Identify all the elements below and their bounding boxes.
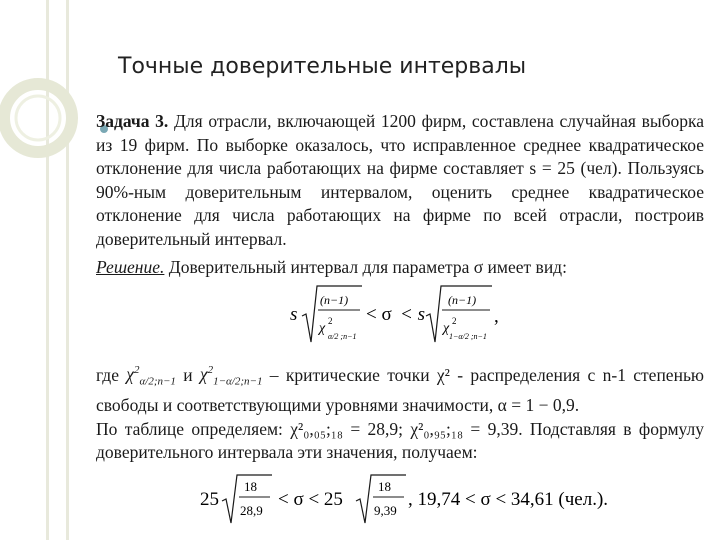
chi-left-inline: $\chi^2_{\alpha/2;n-1}$ bbox=[126, 364, 176, 388]
formula-lt2: < s bbox=[400, 303, 425, 325]
crit-prefix: где bbox=[96, 364, 119, 385]
solution-intro-text: Доверительный интервал для параметра σ имеет вид: bbox=[164, 257, 567, 277]
chi-right-inline: $\chi^2_{1-\alpha/2;n-1}$ bbox=[199, 364, 263, 388]
formula-numerator-left: (n−1) bbox=[320, 292, 349, 307]
solution-label: Решение. bbox=[96, 257, 165, 277]
solution-intro bbox=[96, 256, 704, 280]
critical-points-line bbox=[96, 360, 704, 418]
formula2-num-left: 18 bbox=[244, 478, 257, 494]
formula-comma: , bbox=[494, 305, 499, 327]
slide-title: Точные доверительные интервалы bbox=[118, 54, 527, 79]
formula-sub-right: 1−α/2 ;n−1 bbox=[449, 331, 487, 341]
decorative-ring bbox=[16, 96, 60, 140]
problem-text: Для отрасли, включающей 1200 фирм, составлена случайная выборка из 19 фирм. По выборке оказалось, что исправленное среднее квадратическое отклонение для числа работающих на фирме составляет s = 25 (чел). Пользуясь 90%-ным доверительным интервалом, оценить среднее квадратическое отклонение для числа работающих на фирме по всей отрасли, построив доверительный интервал. bbox=[96, 111, 704, 249]
formula-chi-right: χ bbox=[443, 320, 450, 336]
formula-lt1: < σ bbox=[366, 303, 392, 325]
crit-and: и bbox=[183, 364, 193, 385]
formula2-result: , 19,74 < σ < 34,61 (чел.). bbox=[408, 488, 609, 510]
interval-formula-svg bbox=[286, 282, 616, 352]
numeric-formula-svg bbox=[196, 471, 696, 527]
problem-paragraph bbox=[96, 110, 704, 251]
decorative-circles bbox=[0, 0, 110, 200]
slide-body bbox=[96, 110, 704, 531]
formula2-den-right: 9,39 bbox=[374, 502, 397, 518]
formula-sub-left: α/2 ;n−1 bbox=[328, 331, 357, 341]
problem-label: Задача 3. bbox=[96, 111, 169, 131]
decorative-ring bbox=[4, 84, 72, 152]
formula-s-left: s bbox=[290, 303, 298, 325]
crit-text: – критические точки χ² - распределения с n-1 степенью свободы и соответствующими уровнями значимости, α = 1 − 0,9. bbox=[96, 364, 704, 416]
interval-formula bbox=[96, 280, 704, 356]
formula2-middle: < σ < 25 bbox=[278, 488, 343, 510]
formula2-num-right: 18 bbox=[378, 478, 391, 494]
critical-points-text bbox=[96, 360, 704, 465]
formula-sup-left: 2 bbox=[328, 315, 333, 326]
formula-chi-left: χ bbox=[319, 320, 326, 336]
formula-sup-right: 2 bbox=[452, 315, 457, 326]
formula2-left-coef: 25 bbox=[200, 488, 219, 510]
formula-numerator-right: (n−1) bbox=[448, 292, 477, 307]
numeric-interval-formula bbox=[96, 471, 704, 531]
table-lookup-line: По таблице определяем: χ²₀,₀₅;₁₈ = 28,9; χ²₀,₉₅;₁₈ = 9,39. Подставляя в формулу доверительного интервала эти значения, получаем: bbox=[96, 418, 704, 463]
formula2-den-left: 28,9 bbox=[240, 502, 263, 518]
